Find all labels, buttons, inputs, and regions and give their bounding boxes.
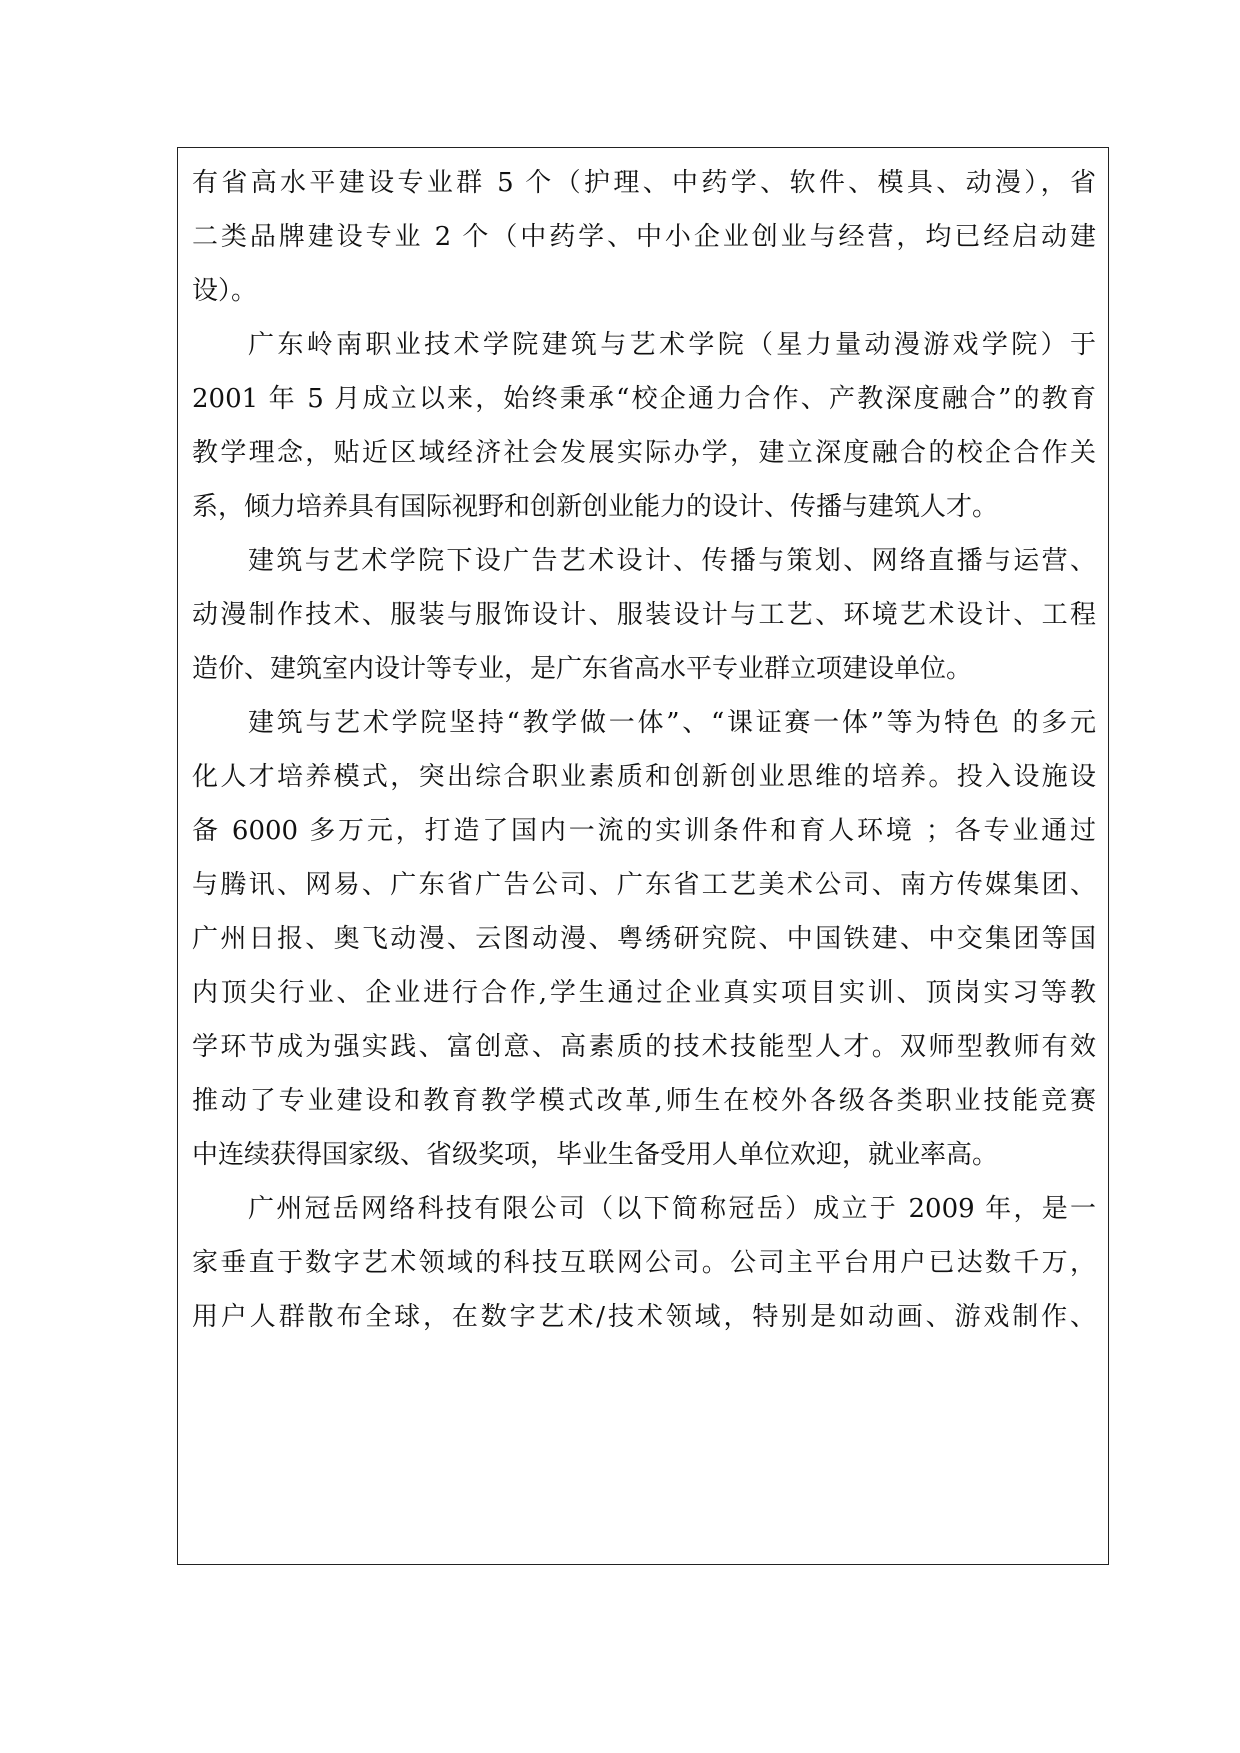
document-body — [192, 156, 1096, 1344]
text-line-14: 与腾讯、网易、广东省广告公司、广东省工艺美术公司、南方传媒集团、 — [192, 870, 1096, 900]
text-line-5: 2001 年 5 月成立以来，始终秉承“校企通力合作、产教深度融合”的教育 — [192, 384, 1096, 414]
text-line-18: 推动了专业建设和教育教学模式改革,师生在校外各级各类职业技能竞赛 — [192, 1086, 1096, 1116]
text-line-11: 建筑与艺术学院坚持“教学做一体”、“课证赛一体”等为特色 的多元 — [248, 708, 1096, 738]
text-line-13: 备 6000 多万元，打造了国内一流的实训条件和育人环境 ；各专业通过 — [192, 816, 1096, 846]
text-line-1: 有省高水平建设专业群 5 个（护理、中药学、软件、模具、动漫），省 — [192, 168, 1096, 198]
text-line-2: 二类品牌建设专业 2 个（中药学、中小企业创业与经营，均已经启动建 — [192, 222, 1096, 252]
text-line-8: 建筑与艺术学院下设广告艺术设计、传播与策划、网络直播与运营、 — [248, 546, 1096, 576]
text-line-7: 系，倾力培养具有国际视野和创新创业能力的设计、传播与建筑人才。 — [192, 492, 999, 522]
text-line-6: 教学理念，贴近区域经济社会发展实际办学，建立深度融合的校企合作关 — [192, 438, 1096, 468]
text-line-16: 内顶尖行业、企业进行合作,学生通过企业真实项目实训、顶岗实习等教 — [192, 978, 1096, 1008]
text-line-17: 学环节成为强实践、富创意、高素质的技术技能型人才。双师型教师有效 — [192, 1032, 1096, 1062]
text-line-10: 造价、建筑室内设计等专业，是广东省高水平专业群立项建设单位。 — [192, 654, 973, 684]
text-line-21: 家垂直于数字艺术领域的科技互联网公司。公司主平台用户已达数千万， — [192, 1248, 1096, 1278]
text-line-20: 广州冠岳网络科技有限公司（以下简称冠岳）成立于 2009 年，是一 — [248, 1194, 1096, 1224]
text-line-15: 广州日报、奥飞动漫、云图动漫、粤绣研究院、中国铁建、中交集团等国 — [192, 924, 1096, 954]
text-line-3: 设）。 — [192, 276, 258, 306]
text-line-12: 化人才培养模式，突出综合职业素质和创新创业思维的培养。投入设施设 — [192, 762, 1096, 792]
text-line-9: 动漫制作技术、服装与服饰设计、服装设计与工艺、环境艺术设计、工程 — [192, 600, 1096, 630]
text-line-22: 用户人群散布全球，在数字艺术/技术领域，特别是如动画、游戏制作、 — [192, 1302, 1096, 1332]
text-line-19: 中连续获得国家级、省级奖项，毕业生备受用人单位欢迎，就业率高。 — [192, 1140, 999, 1170]
document-frame — [177, 147, 1109, 1565]
text-line-4: 广东岭南职业技术学院建筑与艺术学院（星力量动漫游戏学院）于 — [248, 330, 1096, 360]
